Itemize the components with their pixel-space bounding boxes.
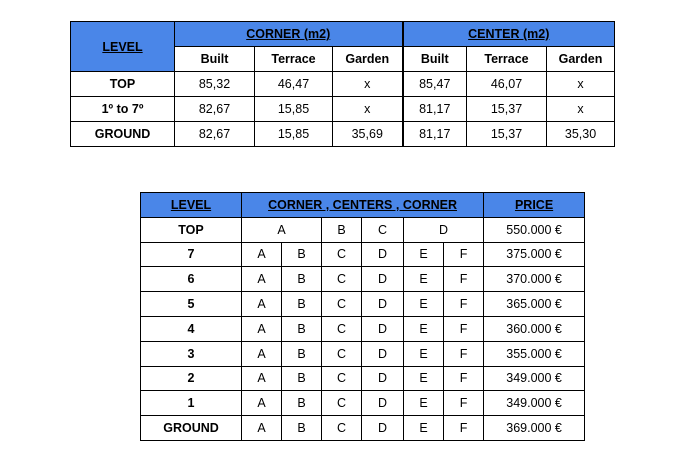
unit-cell: D <box>362 316 404 341</box>
table-row <box>71 97 615 122</box>
sub-header: Garden <box>333 47 403 72</box>
price-table <box>140 192 585 441</box>
price-cell: 550.000 € <box>484 217 585 242</box>
cell: 35,69 <box>333 122 403 147</box>
unit-cell: C <box>322 391 362 416</box>
unit-cell: A <box>242 391 282 416</box>
unit-cell: B <box>282 391 322 416</box>
unit-cell: D <box>362 341 404 366</box>
sub-header: Terrace <box>255 47 333 72</box>
unit-cell: D <box>362 242 404 267</box>
sub-header: Terrace <box>467 47 547 72</box>
unit-cell: A <box>242 316 282 341</box>
cell: 85,32 <box>175 72 255 97</box>
unit-cell: A <box>242 217 322 242</box>
unit-cell: C <box>322 366 362 391</box>
row-level: 1 <box>141 391 242 416</box>
unit-cell: B <box>282 366 322 391</box>
table-row <box>141 316 585 341</box>
table-row <box>141 242 585 267</box>
unit-cell: C <box>322 416 362 441</box>
cell: 15,37 <box>467 97 547 122</box>
row-level: 4 <box>141 316 242 341</box>
cell: 82,67 <box>175 122 255 147</box>
table-row <box>141 292 585 317</box>
cell: 85,47 <box>403 72 467 97</box>
table-row <box>141 267 585 292</box>
cell: 82,67 <box>175 97 255 122</box>
cell: 81,17 <box>403 122 467 147</box>
unit-cell: A <box>242 366 282 391</box>
unit-cell: F <box>444 242 484 267</box>
price-cell: 375.000 € <box>484 242 585 267</box>
table-row <box>141 217 585 242</box>
cell: 15,85 <box>255 97 333 122</box>
unit-cell: F <box>444 391 484 416</box>
sub-header: Built <box>175 47 255 72</box>
unit-cell: F <box>444 292 484 317</box>
table-row <box>71 72 615 97</box>
price-level-header: LEVEL <box>141 193 242 218</box>
unit-cell: C <box>322 316 362 341</box>
unit-cell: F <box>444 416 484 441</box>
unit-cell: D <box>362 391 404 416</box>
unit-cell: D <box>362 416 404 441</box>
unit-cell: F <box>444 316 484 341</box>
unit-cell: F <box>444 267 484 292</box>
price-cell: 355.000 € <box>484 341 585 366</box>
unit-cell: C <box>362 217 404 242</box>
cell: x <box>333 72 403 97</box>
unit-cell: B <box>282 267 322 292</box>
sub-header: Garden <box>547 47 615 72</box>
table-row <box>141 391 585 416</box>
unit-cell: D <box>362 292 404 317</box>
unit-cell: E <box>404 242 444 267</box>
unit-cell: F <box>444 341 484 366</box>
unit-cell: A <box>242 267 282 292</box>
unit-cell: E <box>404 267 444 292</box>
cell: x <box>547 97 615 122</box>
row-level: 5 <box>141 292 242 317</box>
cell: x <box>333 97 403 122</box>
cell: 46,47 <box>255 72 333 97</box>
row-level: 3 <box>141 341 242 366</box>
unit-cell: D <box>362 267 404 292</box>
unit-cell: E <box>404 316 444 341</box>
price-cell: 365.000 € <box>484 292 585 317</box>
unit-cell: C <box>322 242 362 267</box>
surface-table <box>70 21 615 147</box>
price-header: PRICE <box>484 193 585 218</box>
price-cell: 369.000 € <box>484 416 585 441</box>
table-row <box>141 366 585 391</box>
unit-cell: B <box>282 292 322 317</box>
unit-cell: C <box>322 341 362 366</box>
unit-cell: B <box>322 217 362 242</box>
row-level: 2 <box>141 366 242 391</box>
unit-cell: E <box>404 292 444 317</box>
row-level: GROUND <box>71 122 175 147</box>
unit-cell: B <box>282 316 322 341</box>
unit-cell: D <box>362 366 404 391</box>
cell: 15,85 <box>255 122 333 147</box>
row-level: GROUND <box>141 416 242 441</box>
sub-header: Built <box>403 47 467 72</box>
unit-cell: E <box>404 416 444 441</box>
cell: 15,37 <box>467 122 547 147</box>
unit-cell: C <box>322 267 362 292</box>
row-level: TOP <box>71 72 175 97</box>
unit-cell: C <box>322 292 362 317</box>
unit-cell: E <box>404 366 444 391</box>
unit-cell: B <box>282 242 322 267</box>
price-cell: 360.000 € <box>484 316 585 341</box>
price-cell: 349.000 € <box>484 366 585 391</box>
table-row <box>141 341 585 366</box>
unit-cell: A <box>242 242 282 267</box>
unit-cell: B <box>282 341 322 366</box>
corner-header: CORNER (m2) <box>175 22 403 47</box>
table-row <box>71 122 615 147</box>
unit-cell: F <box>444 366 484 391</box>
cell: 35,30 <box>547 122 615 147</box>
unit-cell: E <box>404 391 444 416</box>
price-cell: 349.000 € <box>484 391 585 416</box>
row-level: TOP <box>141 217 242 242</box>
unit-cell: D <box>404 217 484 242</box>
unit-cell: E <box>404 341 444 366</box>
units-header: CORNER , CENTERS , CORNER <box>242 193 484 218</box>
table-row <box>141 416 585 441</box>
price-cell: 370.000 € <box>484 267 585 292</box>
center-header: CENTER (m2) <box>403 22 615 47</box>
cell: 81,17 <box>403 97 467 122</box>
unit-cell: B <box>282 416 322 441</box>
cell: 46,07 <box>467 72 547 97</box>
unit-cell: A <box>242 416 282 441</box>
row-level: 1º to 7º <box>71 97 175 122</box>
unit-cell: A <box>242 341 282 366</box>
surface-level-header: LEVEL <box>71 22 175 72</box>
row-level: 7 <box>141 242 242 267</box>
cell: x <box>547 72 615 97</box>
unit-cell: A <box>242 292 282 317</box>
row-level: 6 <box>141 267 242 292</box>
